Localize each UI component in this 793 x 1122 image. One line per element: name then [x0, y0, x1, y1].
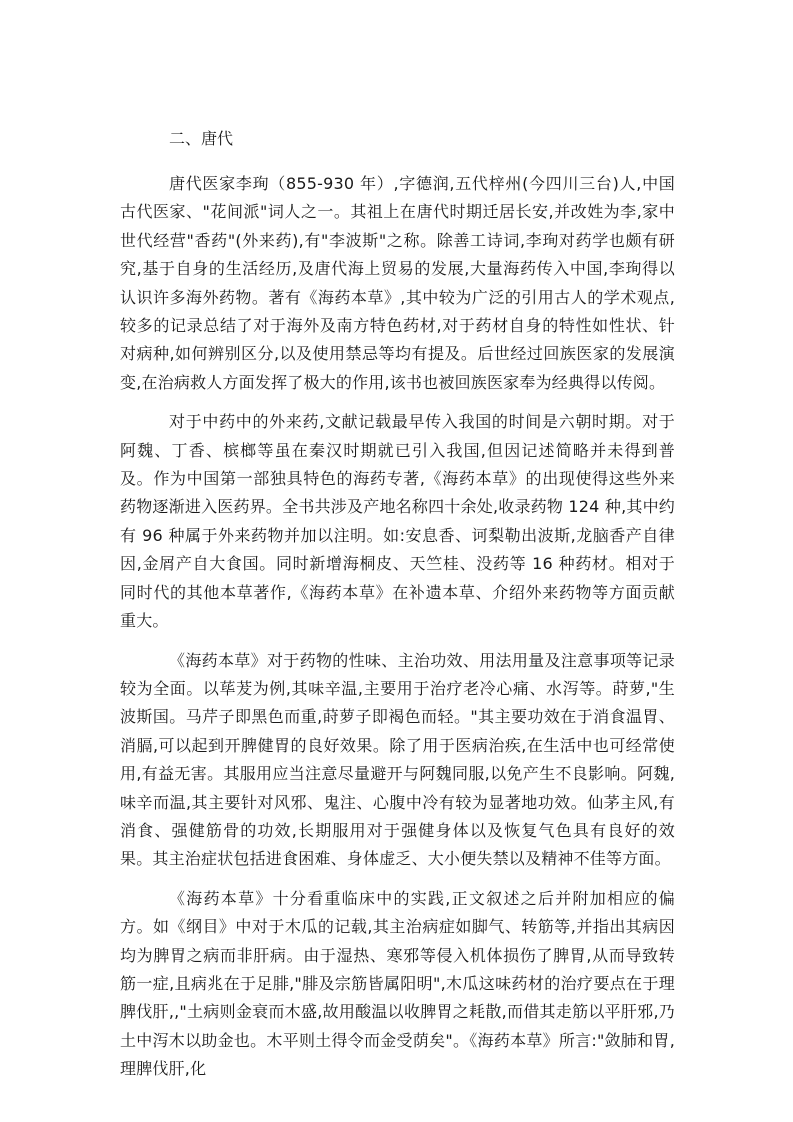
section-heading: 二、唐代 [169, 129, 234, 148]
paragraph-medicine-properties: 《海药本草》对于药物的性味、主治功效、用法用量及注意事项等记录较为全面。以荜茇为例,其味辛温,主要用于治疗老冷心痛、水泻等。莳萝,"生波斯国。马芹子即黑色而重,莳萝子即褐色而轻。"其主要功效在于消食温胃、消膈,可以起到开脾健胃的良好效果。除了用于医病治疾,在生活中也可经常使用,有益无害。其服用应当注意尽量避开与阿魏同服,以免产生不良影响。阿魏,味辛而温,其主要针对风邪、鬼注、心腹中冷有较为显著地功效。仙茅主风,有消食、强健筋骨的功效,长期服用对于强健身体以及恢复气色具有良好的效果。其主治症状包括进食困难、身体虚乏、大小便失禁以及精神不佳等方面。 [120, 650, 675, 869]
paragraph-foreign-medicine: 对于中药中的外来药,文献记载最早传入我国的时间是六朝时期。对于阿魏、丁香、槟榔等虽在秦汉时期就已引入我国,但因记述简略并未得到普及。作为中国第一部独具特色的海药专著,《海药本草》的出现使得这些外来药物逐渐进入医药界。全书共涉及产地名称四十余处,收录药物 124 种,其中约有 96 种属于外来药物并加以注明。如:安息香、诃梨勒出波斯,龙脑香产自律因,金屑产自大食国。同时新增海桐皮、天竺桂、没药等 16 种药材。相对于同时代的其他本草著作,《海药本草》在补遗本草、介绍外来药物等方面贡献重大。 [120, 412, 675, 631]
paragraph-clinical-practice: 《海药本草》十分看重临床中的实践,正文叙述之后并附加相应的偏方。如《纲目》中对于木瓜的记载,其主治病症如脚气、转筋等,并指出其病因均为脾胃之病而非肝病。由于湿热、寒邪等侵入机体损伤了脾胃,从而导致转筋一症,且病兆在于足腓,"腓及宗筋皆属阳明",木瓜这味药材的治疗要点在于理脾伐肝,,"土病则金衰而木盛,故用酸温以收脾胃之耗散,而借其走筋以平肝邪,乃土中泻木以助金也。木平则土得令而金受荫矣"。《海药本草》所言:"敛肺和胃,理脾伐肝,化 [120, 888, 675, 1079]
paragraph-li-xun-intro: 唐代医家李珣（855-930 年）,字德润,五代梓州(今四川三台)人,中国古代医家、"花间派"词人之一。其祖上在唐代时期迁居长安,并改姓为李,家中世代经营"香药"(外来药),有"李波斯"之称。除善工诗词,李珣对药学也颇有研究,基于自身的生活经历,及唐代海上贸易的发展,大量海药传入中国,李珣得以认识许多海外药物。著有《海药本草》,其中较为广泛的引用古人的学术观点,较多的记录总结了对于海外及南方特色药材,对于药材自身的特性如性状、针对病种,如何辨别区分,以及使用禁忌等均有提及。后世经过回族医家的发展演变,在治病救人方面发挥了极大的作用,该书也被回族医家奉为经典得以传阅。 [120, 174, 675, 392]
